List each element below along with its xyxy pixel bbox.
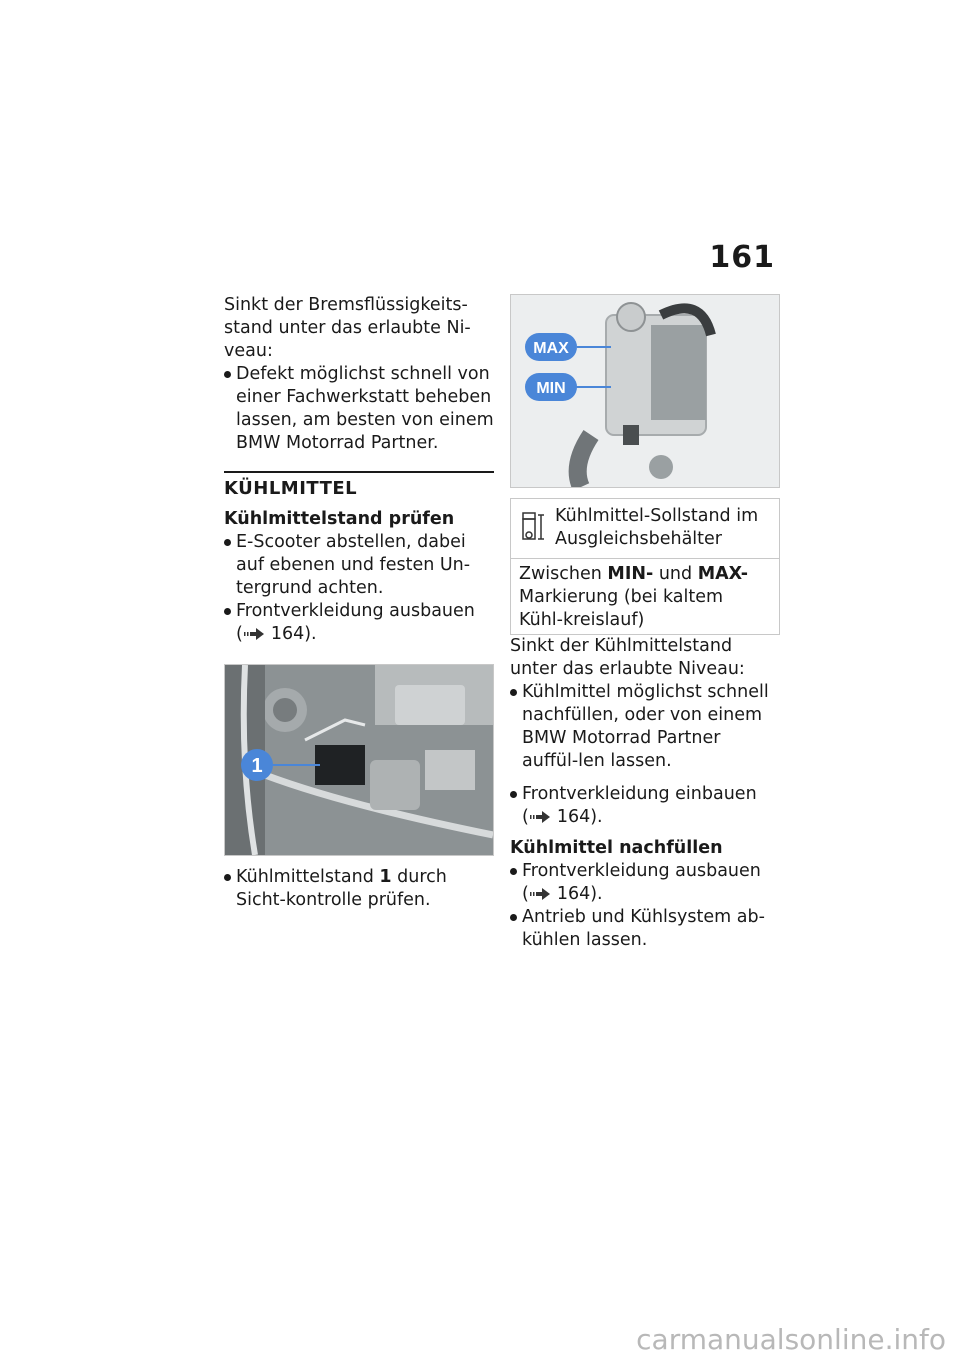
watermark: carmanualsonline.info <box>636 1323 946 1356</box>
page-reference[interactable]: 164). <box>270 624 317 644</box>
ref-open: ( <box>522 807 529 827</box>
spec-text: und <box>653 564 698 584</box>
page-number: 161 <box>709 240 775 275</box>
subheading-check: Kühlmittelstand prüfen <box>224 509 455 529</box>
page-reference[interactable]: 164). <box>556 807 603 827</box>
list-item-text: Kühlmittelstand <box>236 867 380 887</box>
spec-title: Kühlmittel-Sollstand im Ausgleichsbehälter <box>555 506 759 549</box>
list-item: E-Scooter abstellen, dabei auf ebenen und festen Un-tergrund achten. <box>224 531 494 600</box>
page-reference-arrow-icon <box>529 888 551 900</box>
spec-text: Markierung (bei kaltem Kühl-kreislauf) <box>519 587 724 630</box>
spec-max-bold: MAX- <box>697 564 748 584</box>
intro-paragraph: Sinkt der Bremsflüssigkeits-stand unter das erlaubte Ni-veau: <box>224 295 471 361</box>
list-item: Defekt möglichst schnell von einer Fachwerkstatt beheben lassen, am besten von einem BMW Motorrad Partner. <box>224 363 494 455</box>
spec-header <box>511 499 779 559</box>
list-item <box>224 866 494 912</box>
ref-open: ( <box>522 884 529 904</box>
coolant-reservoir-illustration <box>511 295 779 487</box>
page-reference-arrow-icon <box>529 811 551 823</box>
page-reference[interactable]: 164). <box>556 884 603 904</box>
ref-open: ( <box>236 624 243 644</box>
list-item: Kühlmittel möglichst schnell nachfüllen, oder von einem BMW Motorrad Partner auffül-len lassen. <box>510 681 780 773</box>
spec-min-bold: MIN- <box>607 564 654 584</box>
coolant-spec-table <box>510 498 780 635</box>
coolant-reservoir-figure <box>510 294 780 488</box>
item-reference-bold: 1 <box>379 867 392 887</box>
right-column <box>510 294 780 952</box>
level-gauge-icon <box>519 505 555 552</box>
engine-bay-illustration <box>225 665 493 855</box>
list-item: Antrieb und Kühlsystem ab-kühlen lassen. <box>510 906 780 952</box>
list-item-text: Frontverkleidung ausbauen <box>236 601 475 621</box>
list-item-text: Frontverkleidung ausbauen <box>522 861 761 881</box>
list-item <box>510 860 780 906</box>
subheading-refill: Kühlmittel nachfüllen <box>510 838 723 858</box>
spec-text: Zwischen <box>519 564 608 584</box>
spec-value <box>511 559 779 634</box>
list-item-text: durch Sicht-kontrolle prüfen. <box>236 867 447 910</box>
left-column <box>224 294 494 912</box>
list-item-text: Frontverkleidung einbauen <box>522 784 757 804</box>
figure-callout-1: 1 <box>251 755 263 777</box>
list-item <box>224 600 494 646</box>
min-label: MIN <box>536 380 566 397</box>
paragraph: Sinkt der Kühlmittelstand unter das erlaubte Niveau: <box>510 636 745 679</box>
list-item <box>510 783 780 829</box>
section-divider <box>224 471 494 500</box>
max-label: MAX <box>533 340 569 357</box>
page-reference-arrow-icon <box>243 628 265 640</box>
engine-bay-figure <box>224 664 494 856</box>
section-title: KÜHLMITTEL <box>224 478 358 499</box>
